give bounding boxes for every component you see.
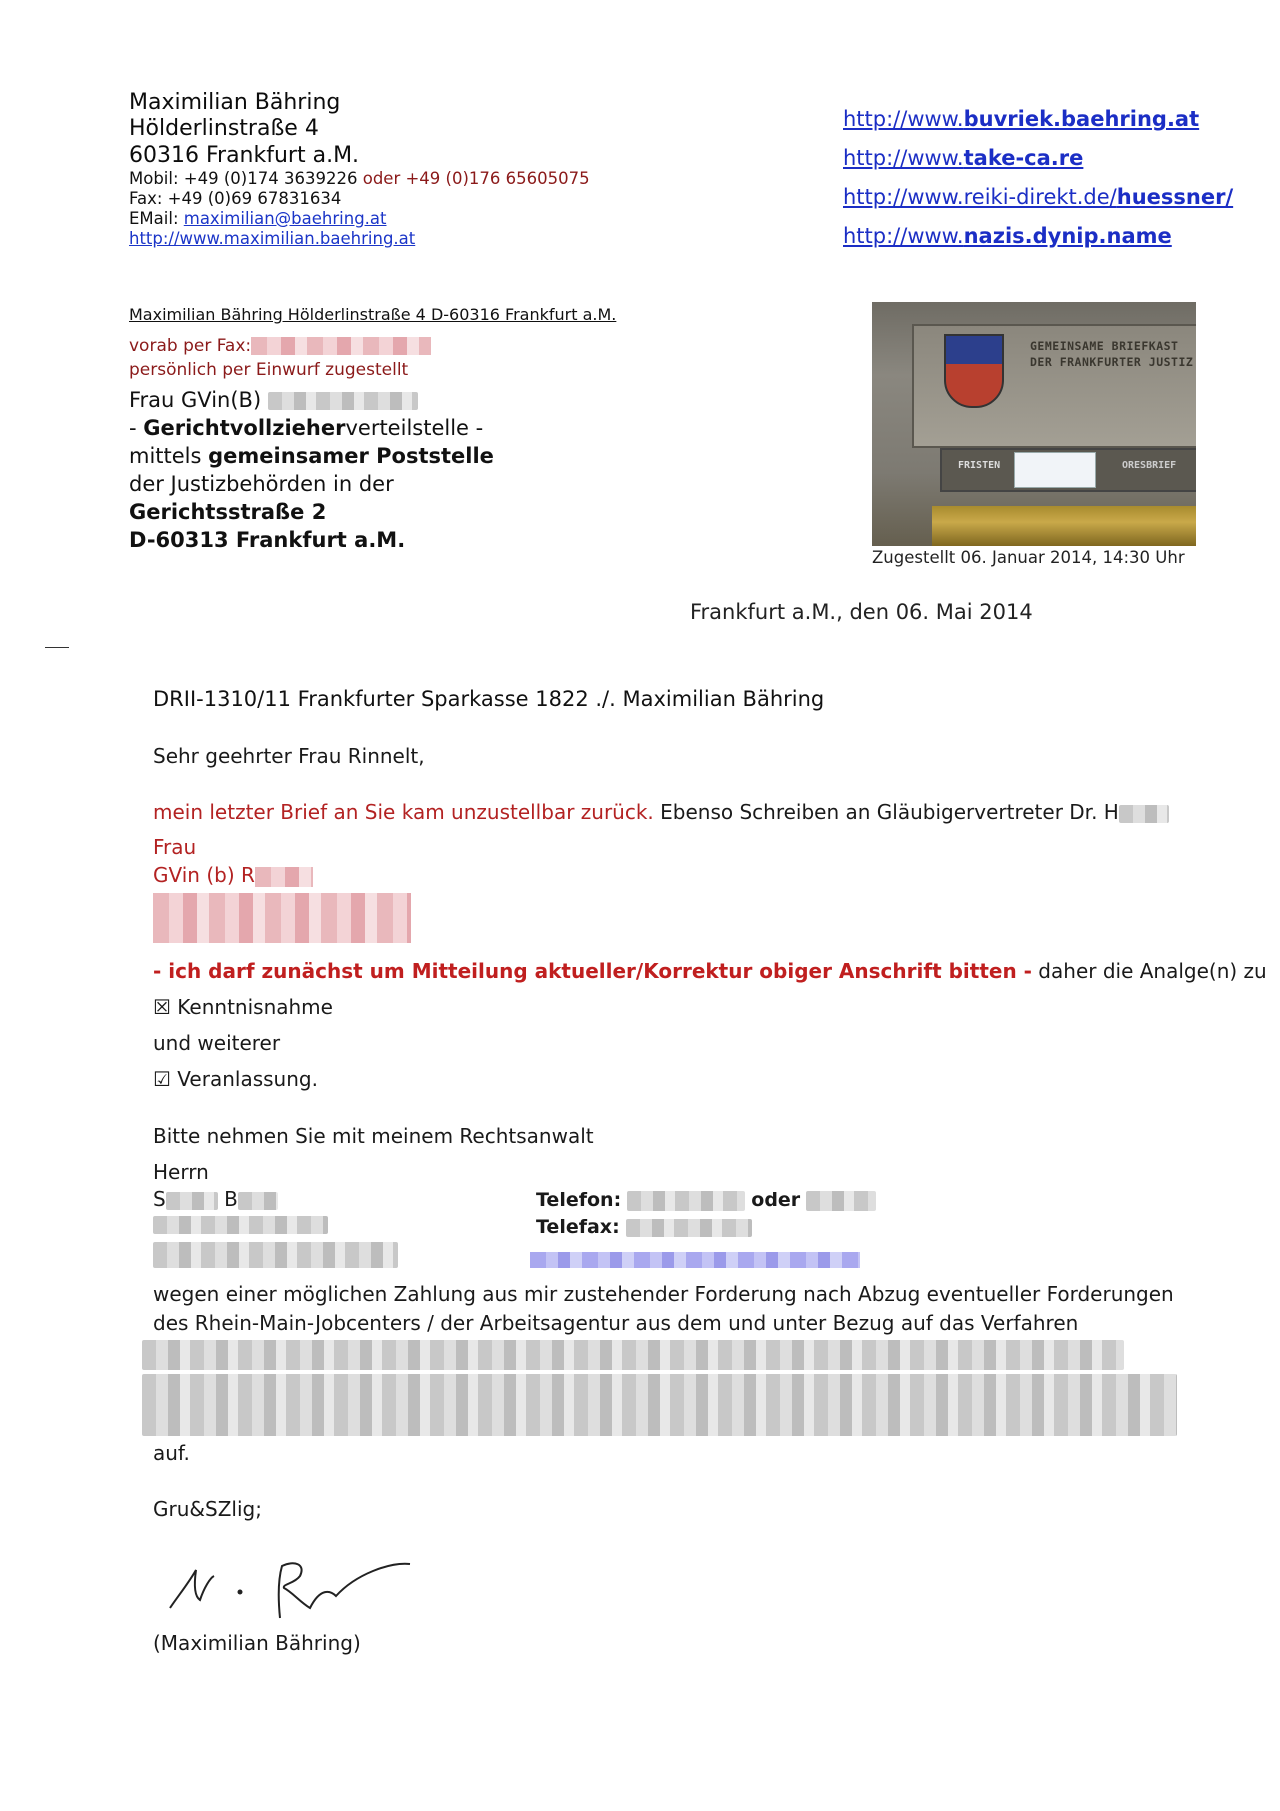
brass-plate — [932, 506, 1196, 546]
sender-city: 60316 Frankfurt a.M. — [129, 142, 360, 168]
handwritten-signature — [160, 1548, 420, 1628]
mobile-oder: oder — [362, 169, 401, 189]
check-kenntnisnahme: ☒ Kenntnisnahme — [153, 995, 333, 1019]
email-label: EMail: — [129, 208, 179, 228]
mailbox-photo — [872, 302, 1196, 546]
sender-block — [129, 90, 590, 248]
redacted-last-name — [238, 1192, 278, 1210]
letter-date: Frankfurt a.M., den 06. Mai 2014 — [690, 600, 1033, 624]
redacted-case-line-2 — [142, 1374, 1177, 1436]
fax-number: +49 (0)69 67831634 — [167, 188, 342, 208]
inserted-letter — [1014, 452, 1096, 488]
sign-text: GEMEINSAME BRIEFKAST DER FRANKFURTER JUSTIZ — [1030, 339, 1194, 369]
redacted-gvin-name — [255, 867, 313, 887]
telefon-line: Telefon: oder — [536, 1189, 876, 1211]
sender-email — [129, 209, 590, 229]
telefax-line: Telefax: — [536, 1216, 752, 1238]
paragraph-1 — [153, 800, 1169, 824]
herrn: Herrn — [153, 1160, 209, 1184]
checkbox-check-icon: ☑ — [153, 1067, 171, 1091]
redacted-case-line-1 — [142, 1340, 1124, 1370]
recipient-line4: der Justizbehörden in der — [129, 472, 394, 496]
sender-mobile — [129, 169, 590, 189]
redacted-phone-2 — [806, 1191, 876, 1211]
redacted-first-name — [166, 1192, 218, 1210]
fold-mark — [45, 647, 69, 648]
link-reiki[interactable]: http://www.reiki-direkt.de/huessner/ — [843, 185, 1234, 209]
check-veranlassung: ☑ Veranlassung. — [153, 1067, 318, 1091]
slot-label-left: FRISTEN — [958, 460, 1001, 471]
closing: Gru&SZlig; — [153, 1497, 262, 1521]
link-buvriek[interactable]: http://www.buvriek.baehring.at — [843, 107, 1200, 131]
signature-name: (Maximilian Bähring) — [153, 1631, 361, 1655]
sender-fax — [129, 189, 590, 209]
para-wegen-2: des Rhein-Main-Jobcenters / der Arbeitsagentur aus dem und unter Bezug auf das Verfahren — [153, 1311, 1079, 1335]
redacted-dr-name — [1119, 805, 1169, 823]
request-line: - ich darf zunächst um Mitteilung aktueller/Korrektur obiger Anschrift bitten - daher die Analge(n) zu — [153, 959, 1267, 983]
sender-street: Hölderlinstraße 4 — [129, 116, 319, 142]
return-address: Maximilian Bähring Hölderlinstraße 4 D-60316 Frankfurt a.M. — [129, 305, 617, 324]
hesse-crest-icon — [944, 334, 1004, 408]
note-delivery: persönlich per Einwurf zugestellt — [129, 360, 409, 380]
redacted-lawyer-email — [530, 1252, 860, 1268]
subject-line: DRII-1310/11 Frankfurter Sparkasse 1822 ./. Maximilian Bähring — [153, 687, 825, 711]
redacted-fax-number — [626, 1219, 752, 1237]
mobile-2: +49 (0)176 65605075 — [405, 169, 590, 189]
para-wegen-1: wegen einer möglichen Zahlung aus mir zustehender Forderung nach Abzug eventueller Forderungen — [153, 1282, 1174, 1306]
salutation: Sehr geehrter Frau Rinnelt, — [153, 744, 425, 768]
recipient-line2: - Gerichtvollzieherverteilstelle - — [129, 416, 484, 440]
sender-name: Maximilian Bähring — [129, 90, 341, 115]
sender-website — [129, 229, 590, 249]
recipient-line6: D-60313 Frankfurt a.M. — [129, 528, 406, 552]
addr-gvin: GVin (b) R — [153, 863, 313, 887]
photo-caption: Zugestellt 06. Januar 2014, 14:30 Uhr — [872, 548, 1185, 567]
recipient-line5: Gerichtsstraße 2 — [129, 500, 327, 524]
mobile-label: Mobil: — [129, 169, 179, 189]
auf: auf. — [153, 1441, 190, 1465]
addr-frau: Frau — [153, 835, 197, 859]
bitte-line: Bitte nehmen Sie mit meinem Rechtsanwalt — [153, 1124, 594, 1148]
redacted-address-block — [153, 893, 411, 943]
redacted-phone — [627, 1191, 745, 1211]
redacted-lawyer-street — [153, 1216, 328, 1234]
lawyer-name: S B — [153, 1187, 278, 1211]
link-nazis[interactable]: http://www.nazis.dynip.name — [843, 224, 1172, 248]
para1-rest: Ebenso Schreiben an Gläubigervertreter Dr. H — [653, 800, 1119, 824]
website-link[interactable]: http://www.maximilian.baehring.at — [129, 228, 416, 248]
redacted-name — [268, 392, 418, 410]
checkbox-x-icon: ☒ — [153, 995, 171, 1019]
recipient-line3: mittels gemeinsamer Poststelle — [129, 444, 494, 468]
note-fax: vorab per Fax: — [129, 334, 494, 358]
und-weiterer: und weiterer — [153, 1031, 281, 1055]
recipient-block — [129, 334, 494, 554]
slot-label-right: ORESBRIEF — [1122, 460, 1177, 471]
fax-label: Fax: — [129, 188, 163, 208]
link-take-care[interactable]: http://www.take-ca.re — [843, 146, 1084, 170]
links-list — [843, 100, 1233, 256]
recipient-line1: Frau GVin(B) — [129, 386, 494, 414]
redacted-fax — [251, 337, 431, 355]
email-link[interactable]: maximilian@baehring.at — [183, 208, 387, 228]
redacted-lawyer-city — [153, 1242, 398, 1268]
mobile-1: +49 (0)174 3639226 — [183, 169, 358, 189]
para1-red: mein letzter Brief an Sie kam unzustellbar zurück. — [153, 800, 654, 824]
